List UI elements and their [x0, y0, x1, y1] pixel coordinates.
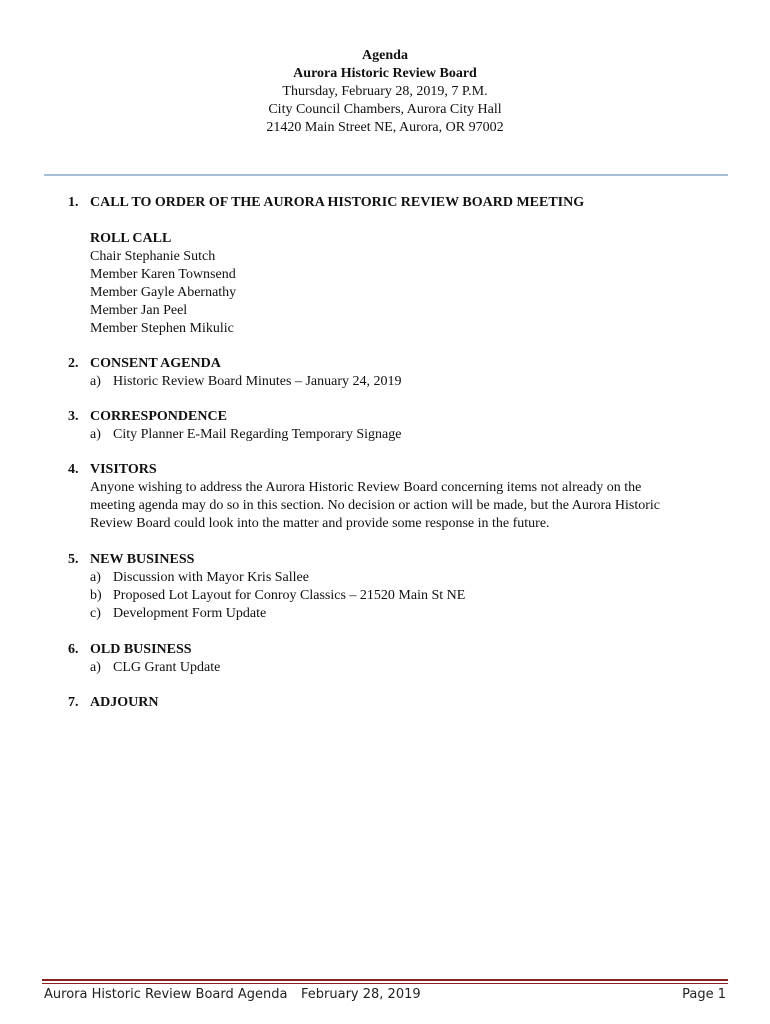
header-date-time: Thursday, February 28, 2019, 7 P.M. [282, 84, 488, 99]
member-name: Chair Stephanie Sutch [90, 249, 216, 264]
item-text: City Planner E-Mail Regarding Temporary Signage [113, 427, 402, 442]
item-text: Historic Review Board Minutes – January 24, 2019 [113, 374, 402, 389]
member-name: Member Jan Peel [90, 303, 188, 318]
item-letter: a) [90, 427, 101, 442]
footer-doc-title: Aurora Historic Review Board Agenda [44, 987, 288, 1002]
section-old-business [68, 641, 220, 677]
item-letter: b) [90, 588, 102, 603]
section-number: 7. [68, 695, 79, 710]
section-number: 6. [68, 642, 79, 657]
footer-divider-thin [42, 983, 728, 984]
section-consent-agenda [68, 355, 402, 391]
section-number: 4. [68, 462, 79, 477]
footer-divider [42, 979, 728, 981]
item-text: CLG Grant Update [113, 660, 221, 675]
header-address: 21420 Main Street NE, Aurora, OR 97002 [266, 120, 504, 135]
section-new-business [68, 551, 465, 623]
section-number: 2. [68, 356, 79, 371]
header-location: City Council Chambers, Aurora City Hall [268, 102, 502, 117]
section-call-to-order [68, 194, 584, 338]
item-letter: a) [90, 374, 101, 389]
list-item [90, 605, 465, 623]
member-name: Member Gayle Abernathy [90, 285, 237, 300]
paragraph-line: Review Board could look into the matter and provide some response in the future. [90, 516, 550, 531]
item-letter: c) [90, 606, 101, 621]
section-correspondence [68, 408, 401, 444]
item-letter: a) [90, 660, 101, 675]
visitors-paragraph [90, 479, 720, 533]
section-title: NEW BUSINESS [90, 552, 195, 567]
section-title: CALL TO ORDER OF THE AURORA HISTORIC REVIEW BOARD MEETING [90, 195, 585, 210]
roll-call-title: ROLL CALL [90, 231, 172, 246]
list-item [90, 426, 401, 444]
agenda-header [0, 47, 770, 137]
item-text: Development Form Update [113, 606, 267, 621]
section-title: ADJOURN [90, 695, 159, 710]
item-text: Proposed Lot Layout for Conroy Classics – 21520 Main St NE [113, 588, 466, 603]
footer-date: February 28, 2019 [301, 987, 421, 1002]
section-number: 1. [68, 195, 79, 210]
item-letter: a) [90, 570, 101, 585]
list-item [90, 659, 220, 677]
section-title: VISITORS [90, 462, 157, 477]
member-name: Member Stephen Mikulic [90, 321, 234, 336]
section-number: 3. [68, 409, 79, 424]
section-number: 5. [68, 552, 79, 567]
section-visitors [68, 461, 720, 533]
footer-page-number: Page 1 [682, 987, 726, 1002]
header-board-name: Aurora Historic Review Board [293, 66, 477, 81]
header-agenda-label: Agenda [362, 48, 408, 63]
section-adjourn [68, 694, 158, 712]
list-item [90, 587, 465, 605]
list-item [90, 373, 402, 391]
item-text: Discussion with Mayor Kris Sallee [113, 570, 309, 585]
member-name: Member Karen Townsend [90, 267, 236, 282]
section-title: CORRESPONDENCE [90, 409, 227, 424]
section-title: CONSENT AGENDA [90, 356, 221, 371]
list-item [90, 569, 465, 587]
section-title: OLD BUSINESS [90, 642, 192, 657]
paragraph-line: Anyone wishing to address the Aurora Historic Review Board concerning items not already on the [90, 480, 642, 495]
header-divider [44, 174, 728, 176]
paragraph-line: meeting agenda may do so in this section. No decision or action will be made, but the Aurora Historic [90, 498, 660, 513]
